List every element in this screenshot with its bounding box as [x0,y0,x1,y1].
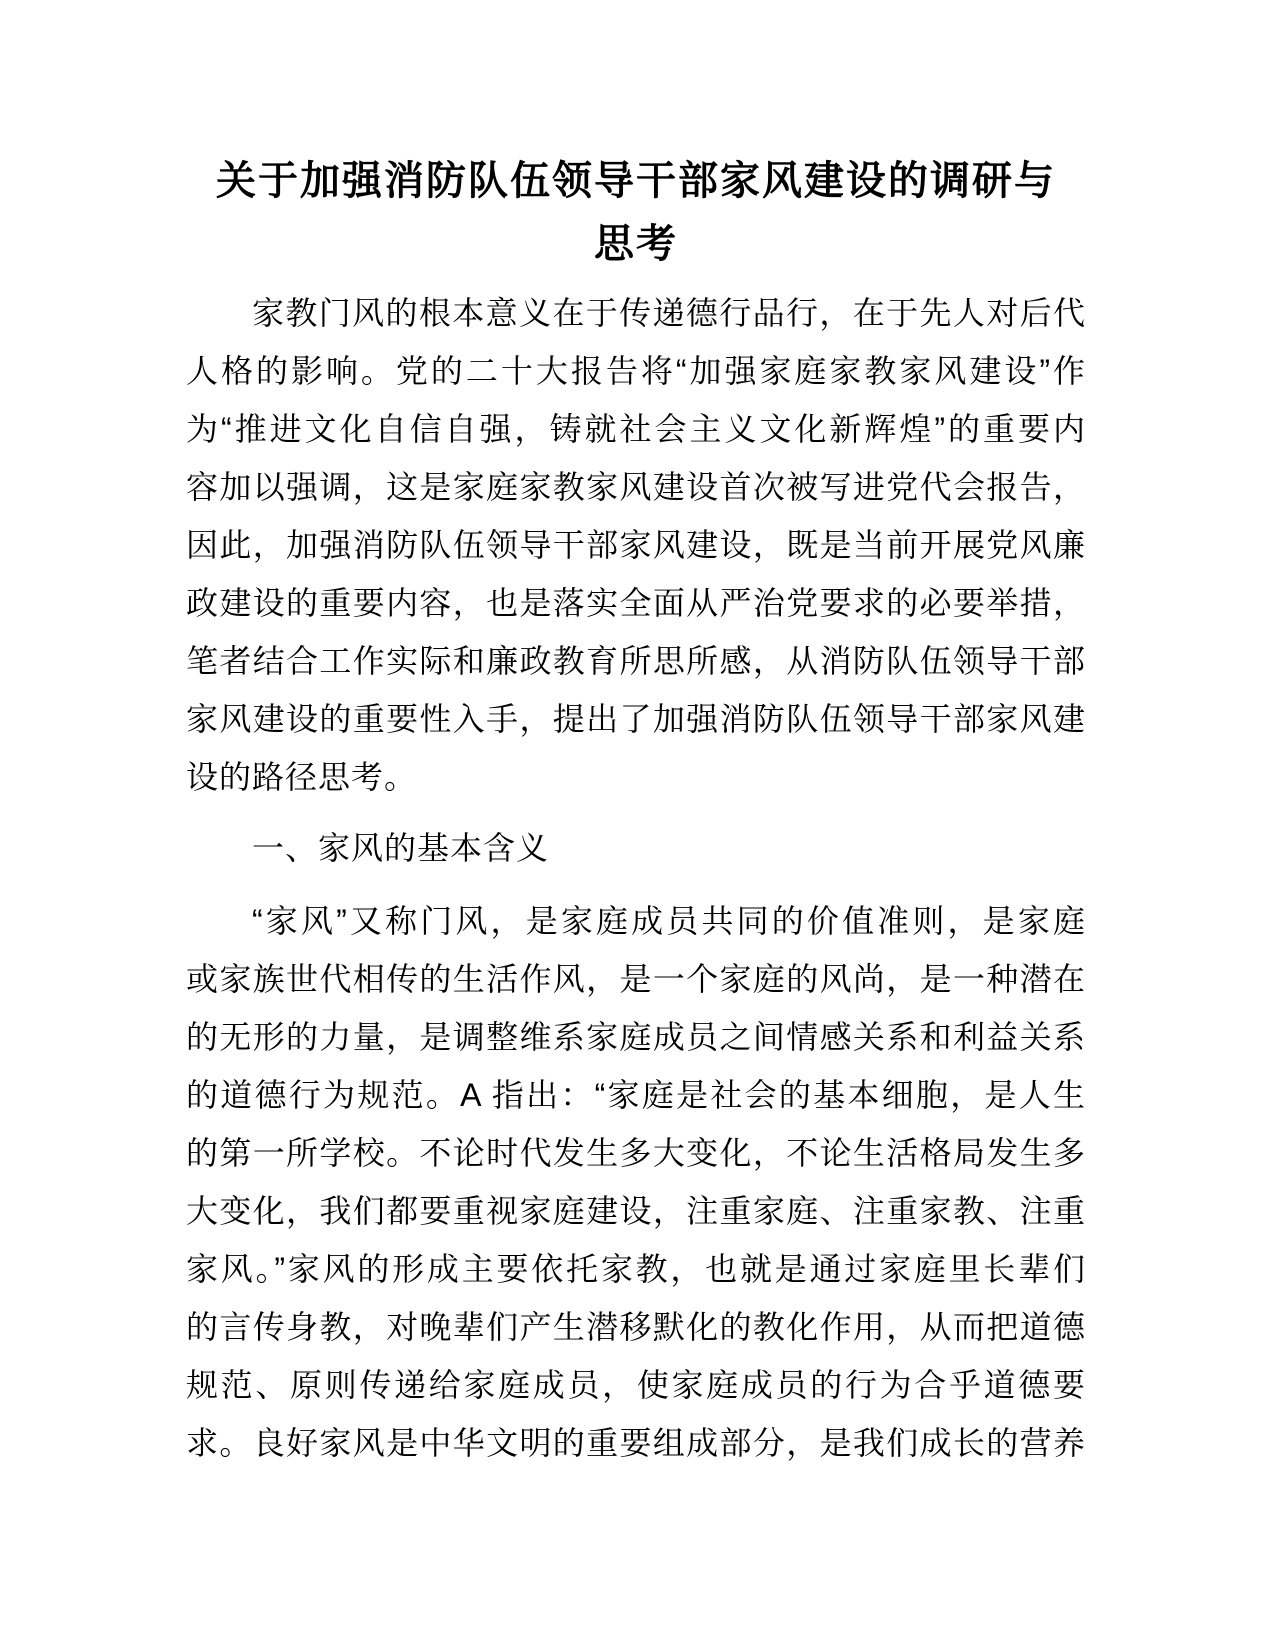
text-line: 家教门风的根本意义在于传递德行品行，在于先人对后代 [252,295,1086,331]
text-line: 笔者结合工作实际和廉政教育所思所感，从消防队伍领导干部 [186,643,1086,679]
text-line: “家风”又称门风，是家庭成员共同的价值准则，是家庭 [252,903,1086,939]
text-line: 的第一所学校。不论时代发生多大变化，不论生活格局发生多 [186,1135,1086,1171]
text-line: 求。良好家风是中华文明的重要组成部分，是我们成长的营养 [186,1425,1086,1461]
text-line: 为“推进文化自信自强，铸就社会主义文化新辉煌”的重要内 [186,411,1086,447]
title-line: 关于加强消防队伍领导干部家风建设的调研与 [216,159,1056,203]
document-title [186,150,1086,276]
text-line: 人格的影响。党的二十大报告将“加强家庭家教家风建设”作 [186,353,1086,389]
paragraph-2 [186,892,1086,1472]
section-heading [186,819,1086,877]
paragraph-1 [186,284,1086,806]
text-line: 家风。”家风的形成主要依托家教，也就是通过家庭里长辈们 [186,1251,1086,1287]
text-line: 或家族世代相传的生活作风，是一个家庭的风尚，是一种潜在 [186,961,1086,997]
title-line: 思考 [594,222,678,266]
text-line: 大变化，我们都要重视家庭建设，注重家庭、注重家教、注重 [186,1193,1086,1229]
text-line: 设的路径思考。 [186,759,418,795]
heading-line: 一、家风的基本含义 [252,830,550,866]
text-line: 政建设的重要内容，也是落实全面从严治党要求的必要举措， [186,585,1086,621]
text-line: 的言传身教，对晚辈们产生潜移默化的教化作用，从而把道德 [186,1309,1086,1345]
text-line: 规范、原则传递给家庭成员，使家庭成员的行为合乎道德要 [186,1367,1086,1403]
text-line: 因此，加强消防队伍领导干部家风建设，既是当前开展党风廉 [186,527,1086,563]
text-line: 容加以强调，这是家庭家教家风建设首次被写进党代会报告， [186,469,1086,505]
text-line: 的道德行为规范。A 指出：“家庭是社会的基本细胞，是人生 [186,1077,1086,1113]
text-line: 家风建设的重要性入手，提出了加强消防队伍领导干部家风建 [186,701,1086,737]
text-line: 的无形的力量，是调整维系家庭成员之间情感关系和利益关系 [186,1019,1086,1055]
